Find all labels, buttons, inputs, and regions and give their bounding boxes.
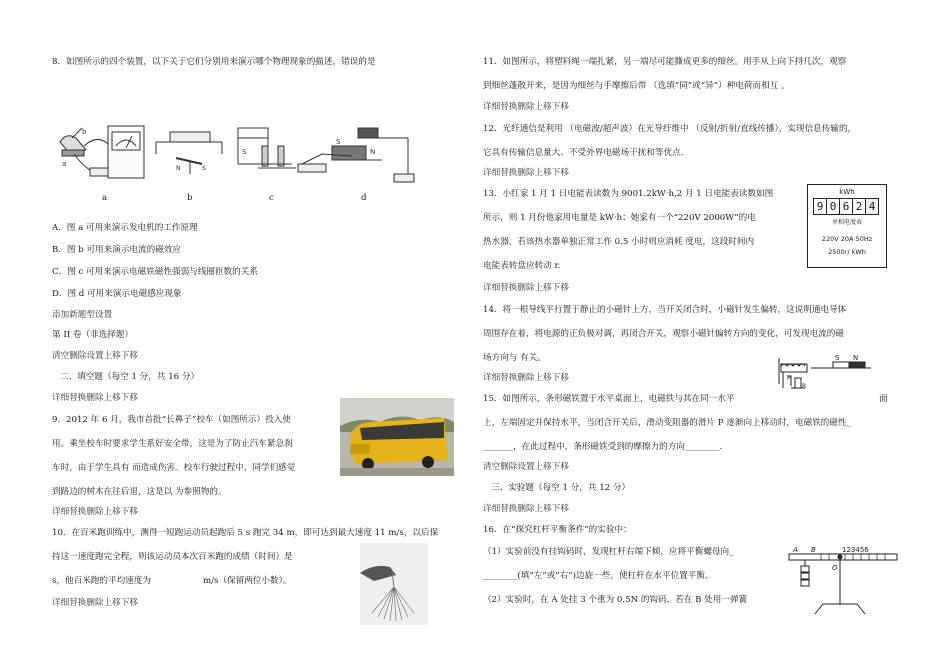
q14-line: 14．将一根导线平行置于静止的小磁针上方，当开关闭合时，小磁针发生偏转，这说明通电导体 xyxy=(483,305,847,315)
section-heading-experiment: 三、实验题（每空 1 分，共 12 分） xyxy=(491,483,631,493)
lever-label-b: B xyxy=(811,546,816,554)
question-controls[interactable]: 详细替换删除上移下移 xyxy=(483,504,569,514)
meter-digits xyxy=(813,198,879,215)
svg-text:S: S xyxy=(336,138,341,146)
electricity-meter xyxy=(807,184,887,268)
q10-line: 持这一速度跑完全程，则该运动员本次百米跑的成绩（时间）是 xyxy=(52,552,293,562)
meter-digit: 0 xyxy=(827,198,840,215)
fig-c-drawing xyxy=(238,128,296,168)
q16-line: 16．在“探究杠杆平衡条件”的实验中： xyxy=(483,525,632,535)
q8-apparatus-drawings xyxy=(52,124,442,192)
lever-figure xyxy=(785,542,901,616)
question-controls[interactable]: 详细替换删除上移下移 xyxy=(52,598,138,608)
svg-text:a: a xyxy=(62,160,67,168)
q13-line: 所示，则 1 月份他家用电量是 kW·h；她家有一个“220V 2000W”的电 xyxy=(483,213,756,223)
q14-line: 周围存在着，将电源的正负极对调，再闭合开关，观察小磁针偏转方向的变化，可发现电流的磁 xyxy=(483,329,844,339)
svg-text:S: S xyxy=(242,148,247,156)
lever-scale: 123456 xyxy=(842,546,869,554)
q8-option-c: C．图 c 可用来演示电磁铁磁性强弱与线圈匝数的关系 xyxy=(52,267,258,277)
q10-line: 10．在百米跑训练中，测得一短跑运动员起跑后 5 s 跑完 34 m，即可达到最大速度 11 m/s，以后保 xyxy=(52,528,439,538)
meter-rating: 220V 20A 50Hz xyxy=(821,235,873,243)
q11-line: 11．如图所示，将塑料绳一端扎紧，另一端尽可能撕成更多的细丝。用手从上向下捋几次，观察 xyxy=(483,57,847,67)
q15-line: 15．如图所示，条形磁铁置于水平桌面上，电磁铁与其在同一水平 xyxy=(483,394,735,404)
meter-digit: 9 xyxy=(813,198,827,215)
plastic-string-image xyxy=(360,543,428,625)
meter-digit: 6 xyxy=(840,198,853,215)
question-controls[interactable]: 详细替换删除上移下移 xyxy=(483,102,569,112)
q16-line: ________(填“左”或“右”)边旋一些，使杠杆在水平位置平衡。 xyxy=(483,571,714,581)
section-controls[interactable]: 清空删除设置上移下移 xyxy=(483,462,569,472)
volume-ii-heading: 第 II 卷（非选择题） xyxy=(52,330,134,340)
fig-a-drawing xyxy=(60,126,144,178)
question-controls[interactable]: 详细替换删除上移下移 xyxy=(483,168,569,178)
school-bus-image xyxy=(340,398,454,476)
section-controls[interactable]: 清空删除设置上移下移 xyxy=(52,351,138,361)
fig-label-d: d xyxy=(361,193,367,203)
q8-option-a: A．图 a 可用来演示发电机的工作原理 xyxy=(52,223,198,233)
fig-d-drawing xyxy=(298,128,414,182)
fig15-s: S xyxy=(835,354,840,362)
question-controls[interactable]: 详细替换删除上移下移 xyxy=(52,507,138,517)
svg-text:N: N xyxy=(176,165,181,172)
fig15-p: P xyxy=(787,375,791,382)
q9-line: 车时，由于学生具有 而造成伤害。校车行驶过程中，同学们感觉 xyxy=(52,463,296,473)
q13-line: 13．小红家 1 月 1 日电能表读数为 9001.2kW·h,2 月 1 日电能表读数如图 xyxy=(483,189,774,199)
meter-unit: kWh xyxy=(839,188,855,196)
q16-line: （2）实验时，在 A 处挂 3 个重为 0.5N 的钩码，若在 B 处用一弹簧 xyxy=(483,595,748,605)
fig15-n: N xyxy=(853,354,859,362)
lever-label-a: A xyxy=(793,546,798,554)
fig15-r: R xyxy=(802,383,807,390)
question-controls[interactable]: 详细替换删除上移下移 xyxy=(52,393,138,403)
q10-line: s，他百米跑的平均速度为 xyxy=(52,576,151,586)
q9-line: 到路边的树木在往后退，这是以 为参照物的。 xyxy=(52,487,227,497)
meter-name: 单相电度表 xyxy=(831,219,862,226)
q14-line: 场方向与 有关。 xyxy=(483,353,546,363)
question-controls[interactable]: 详细替换删除上移下移 xyxy=(483,373,569,383)
lever-label-o: O xyxy=(832,564,838,572)
fig-label-b: b xyxy=(187,193,193,203)
fig-label-c: c xyxy=(269,193,274,203)
q15-line: 上，左端固定并保持水平，当闭合开关后，滑动变阻器的滑片 P 逐渐向上移动时，电磁铁的磁性_ xyxy=(483,418,851,428)
q12-line: 它具有传输信息量大、不受外界电磁场干扰和等优点. xyxy=(483,148,684,158)
q10-line: m/s（保留两位小数）。 xyxy=(203,576,292,586)
fig-b-drawing xyxy=(156,132,222,174)
meter-digit: 4 xyxy=(866,198,879,215)
q8-option-d: D．图 d 可用来演示电磁感应现象 xyxy=(52,289,182,299)
q9-line: 9．2012 年 6 月，我市首批“长鼻子”校车（如图所示）投入使 xyxy=(52,415,291,425)
meter-digit: 2 xyxy=(853,198,866,215)
q15-line: 面 xyxy=(879,394,888,404)
svg-text:S: S xyxy=(202,165,206,172)
q15-line: _______，在此过程中，条形磁铁受到的摩擦力的方向________. xyxy=(483,442,723,452)
q8-stem: 8．如图所示的四个装置，以下关于它们分别用来演示哪个物理现象的描述，错误的是 xyxy=(52,57,376,67)
svg-text:N: N xyxy=(370,148,376,156)
q8-option-b: B．图 b 可用来演示电流的磁效应 xyxy=(52,245,181,255)
q16-line: （1）实验前没有挂钩码时，发现杠杆右端下倾，应将平衡螺母向_ xyxy=(483,547,734,557)
meter-rev: 2500r/ kWh xyxy=(828,248,866,256)
q11-line: 到细丝蓬散开来，是因为细丝与手摩擦后带 （选填“同”或“异”）种电荷而相互 。 xyxy=(483,81,790,91)
q15-figure xyxy=(777,354,873,394)
q9-line: 用。乘坐校车时要求学生系好安全带，这是为了防止汽车紧急刹 xyxy=(52,439,293,449)
q13-line: 电能表转盘应转动 r. xyxy=(483,261,561,271)
q8-figures xyxy=(52,124,442,192)
section-heading-fill: 二、填空题（每空 1 分，共 16 分） xyxy=(60,372,200,382)
add-question-type-link[interactable]: 添加新题型设置 xyxy=(52,310,113,320)
q12-line: 12．光纤通信是利用 （电磁波/超声波）在光导纤维中 （反射/折射/直线传播），实现信息传输的， xyxy=(483,124,857,134)
svg-text:b: b xyxy=(82,128,87,136)
q13-line: 热水器，若该热水器单独正常工作 0.5 小时则应消耗 度电，这段时间内 xyxy=(483,237,755,247)
fig-label-a: a xyxy=(102,193,108,203)
question-controls[interactable]: 详细替换删除上移下移 xyxy=(483,283,569,293)
